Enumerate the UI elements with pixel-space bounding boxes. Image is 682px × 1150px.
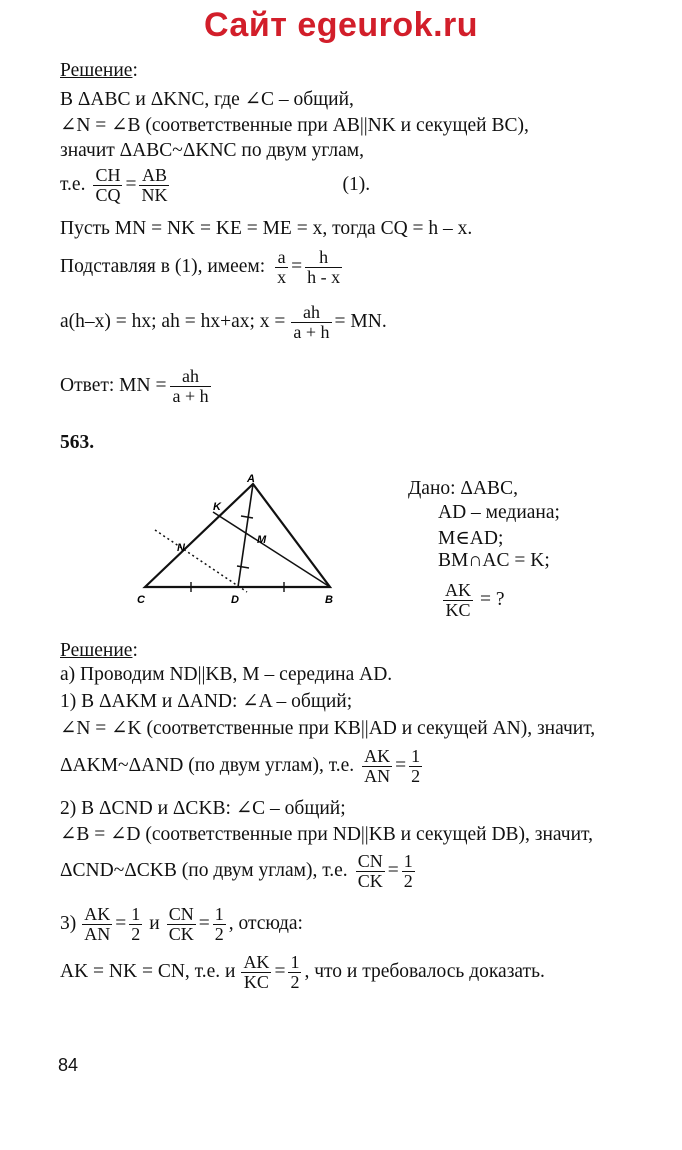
point-label-n: N [177,542,185,554]
fraction-denominator: 2 [214,923,224,944]
problem-number: 563. [60,432,95,453]
given-point-m: M∈AD; [438,528,504,549]
fraction-h-hx [305,248,342,287]
fraction-numerator: ah [291,303,331,323]
dotted-line-nd [155,530,247,592]
equals-sign: = [387,860,399,881]
fraction-denominator: x [277,266,287,287]
fraction-one-half [288,953,301,992]
solution2-line3 [60,740,425,792]
fraction-numerator: a [275,248,288,268]
find-ratio [440,574,505,626]
solution2-heading-row [60,640,138,662]
fraction-a-x [275,248,288,287]
solution1-heading-row [60,60,138,82]
fraction-numerator: CN [168,903,194,924]
solution1-heading: Решение [60,60,133,81]
solution2-line4: 2) В ΔCND и ΔCKB: ∠C – общий; [60,798,346,819]
fraction-numerator: CH [95,164,121,185]
solution1-line6-prefix: Подставляя в (1), имеем: [60,256,266,277]
equals-sign: = [291,256,303,277]
fraction-denominator: 2 [290,971,300,992]
given-median: AD – медиана; [438,502,560,523]
solution2-line7 [60,898,303,950]
equals-sign: = [395,755,407,776]
solution2-line1: 1) В ΔAKM и ΔAND: ∠A – общий; [60,691,353,712]
fraction-denominator: a + h [293,321,330,342]
fraction-ah-a-plus-h [291,303,331,342]
fraction-denominator: CQ [95,184,121,205]
solution2-line7-suffix: , отсюда: [228,913,303,934]
conjunction-and: и [149,913,160,934]
solution1-line7-prefix: a(h–x) = hx; ah = hx+ax; x = [60,311,286,332]
solution1-line6 [60,242,345,292]
fraction-answer [170,367,210,406]
equals-sign: = [274,961,286,982]
solution2-line6 [60,845,418,897]
fraction-denominator: CK [357,870,383,891]
equals-sign: = [198,913,210,934]
solution1-line4-prefix: т.е. [60,174,86,195]
solution1-line1: В ΔABC и ΔKNC, где ∠C – общий, [60,89,354,110]
vertex-label-c: C [137,594,145,606]
find-suffix: = ? [480,589,505,610]
fraction-denominator: KC [243,971,269,992]
point-label-m: M [257,534,267,546]
solution2-line3-prefix: ΔAKM~ΔAND (по двум углам), т.е. [60,755,355,776]
fraction-ak-an [82,905,112,944]
solution1-line7-suffix: = MN. [334,311,387,332]
fraction-denominator: AN [84,923,111,944]
given-label: Дано: ΔABC, [408,478,518,499]
fraction-one-half [409,747,422,786]
fraction-denominator: a + h [172,385,209,406]
fraction-numerator: CN [357,850,383,871]
equals-sign: = [115,913,127,934]
solution2-heading: Решение [60,640,133,661]
fraction-denominator: NK [141,184,168,205]
fraction-denominator: h - x [307,266,341,287]
fraction-numerator: AK [243,951,270,972]
solution1-line7 [60,296,387,348]
fraction-one-half [402,852,415,891]
vertex-label-a: A [247,473,255,485]
given-intersection: BM∩AC = K; [438,550,550,571]
equation-reference: (1). [342,174,371,195]
fraction-one-half [213,905,226,944]
solution2-a-line: а) Проводим ND||KB, M – середина AD. [60,664,393,685]
point-label-d: D [231,594,239,606]
segment-bk [213,512,330,587]
point-label-k: K [213,501,221,513]
fraction-numerator: h [305,248,342,268]
solution2-line8-prefix: AK = NK = CN, т.е. и [60,961,236,982]
tick-mark [237,566,249,568]
fraction-ak-kc [241,953,271,992]
fraction-numerator: 1 [403,850,413,871]
solution2-line2: ∠N = ∠K (соответственные при KB||AD и секущей AN), значит, [60,718,596,739]
equals-sign: = [125,174,137,195]
solution2-line5: ∠B = ∠D (соответственные при ND||KB и секущей DB), значит, [60,824,593,845]
answer-prefix: Ответ: MN = [60,375,167,396]
fraction-ak-kc [443,581,473,620]
solution1-line5: Пусть MN = NK = KE = ME = x, тогда CQ = h – x. [60,218,473,239]
solution2-heading-colon: : [132,640,138,661]
fraction-numerator: 1 [411,745,421,766]
fraction-denominator: KC [445,599,471,620]
page-number: 84 [58,1055,79,1075]
fraction-ab-nk [139,166,169,205]
fraction-denominator: 2 [411,765,421,786]
fraction-numerator: AK [84,903,111,924]
fraction-cn-ck [167,905,196,944]
triangle-diagram [135,472,350,607]
solution1-line3: значит ΔABC~ΔKNC по двум углам, [60,140,365,161]
fraction-numerator: AK [445,579,471,600]
solution2-line8 [60,946,545,998]
tick-mark [241,516,253,518]
fraction-denominator: 2 [403,870,413,891]
fraction-denominator: CK [168,923,194,944]
solution1-line2: ∠N = ∠B (соответственные при AB||NK и секущей BC), [60,115,529,136]
fraction-denominator: 2 [131,923,141,944]
solution1-answer [60,360,214,412]
vertex-label-b: B [325,594,333,606]
fraction-numerator: 1 [214,903,224,924]
fraction-denominator: AN [364,765,391,786]
solution2-line8-suffix: , что и требовалось доказать. [304,961,545,982]
fraction-numerator: AB [139,166,169,186]
fraction-ak-an [362,747,392,786]
solution2-line6-prefix: ΔCND~ΔCKB (по двум углам), т.е. [60,860,348,881]
fraction-numerator: 1 [290,951,300,972]
solution2-line7-prefix: 3) [60,913,77,934]
fraction-numerator: 1 [131,903,141,924]
fraction-ch-cq [93,166,122,205]
solution1-line4 [60,160,370,210]
fraction-numerator: ah [170,367,210,387]
fraction-one-half [129,905,142,944]
triangle-abc [145,484,330,587]
fraction-cn-ck [356,852,385,891]
solution1-heading-colon: : [132,60,138,81]
fraction-numerator: AK [364,745,391,766]
site-title: Сайт egeurok.ru [203,6,479,44]
